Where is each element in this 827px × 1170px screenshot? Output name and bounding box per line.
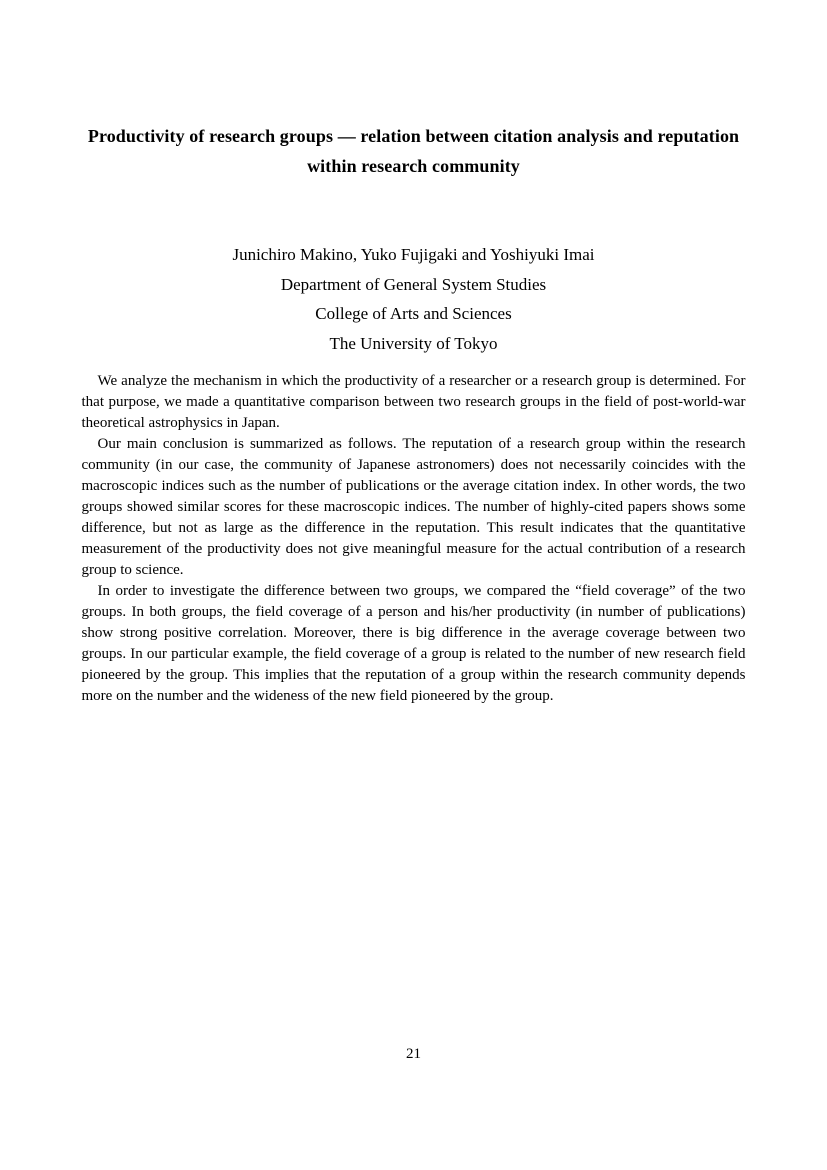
author-block <box>0 240 827 358</box>
affiliation-department: Department of General System Studies <box>280 274 547 294</box>
abstract-paragraph-1: We analyze the mechanism in which the productivity of a researcher or a research group is determined. For that purpose, we made a quantitative comparison between two research groups in the field of post-world-war theoretical astrophysics in Japan. <box>81 373 746 431</box>
abstract-paragraph-2: Our main conclusion is summarized as follows. The reputation of a research group within the research community (in our case, the community of Japanese astronomers) does not necessarily coincides with the macroscopic indices such as the number of publications or the average citation index. In other words, the two groups showed similar scores for these macroscopic indices. The number of highly-cited papers shows some difference, but not as large as the difference in the reputation. This result indicates that the quantitative measurement of the productivity does not give meaningful measure for the actual contribution of a research group to science. <box>81 436 746 578</box>
authors-line: Junichiro Makino, Yuko Fujigaki and Yoshiyuki Imai <box>232 245 595 264</box>
affiliation-university: The University of Tokyo <box>329 333 498 353</box>
abstract-paragraph-3: In order to investigate the difference between two groups, we compared the “field coverage” of the two groups. In both groups, the field coverage of a person and his/her productivity (in number of publications) show strong positive correlation. Moreover, there is big difference in the average coverage between two groups. In our particular example, the field coverage of a group is related to the number of new research field pioneered by the group. This implies that the reputation of a group within the research community depends more on the number and the wideness of the new field pioneered by the group. <box>81 583 746 704</box>
abstract-body <box>82 371 746 707</box>
paper-title: Productivity of research groups — relation between citation analysis and reputation within research community <box>87 126 740 176</box>
page-number: 21 <box>406 1046 421 1062</box>
affiliation-college: College of Arts and Sciences <box>315 304 512 323</box>
